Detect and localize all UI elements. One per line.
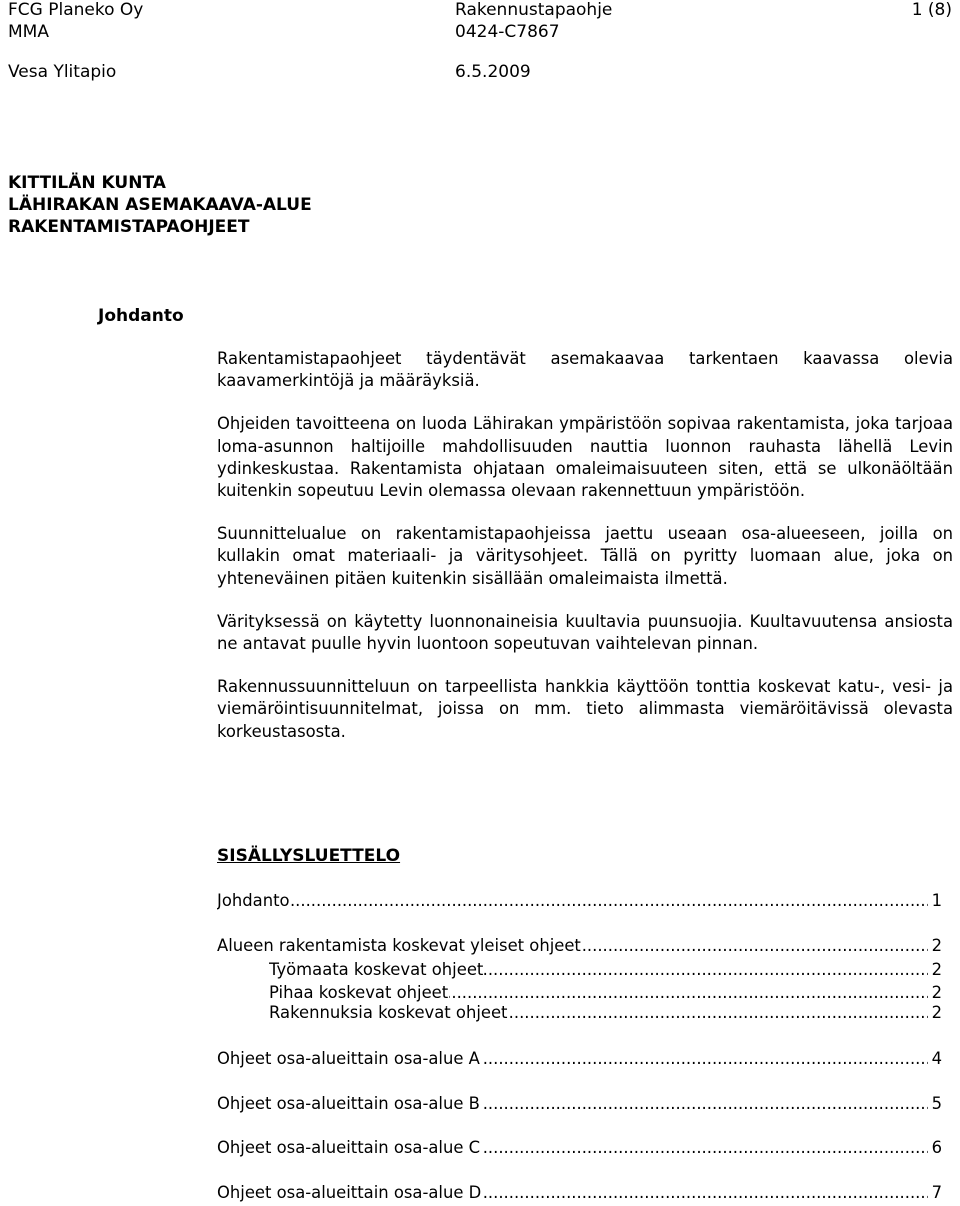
toc-title: SISÄLLYSLUETTELO [217,846,401,866]
document-title [8,172,312,238]
toc-entry-page: 2 [928,935,942,957]
title-line-1: KITTILÄN KUNTA [8,173,166,193]
toc-entry-label: Alueen rakentamista koskevat yleiset ohjeet [217,936,581,955]
toc-entry-page: 6 [928,1137,942,1159]
toc-entry-page: 2 [928,959,942,981]
toc-entry-page: 5 [928,1093,942,1115]
header-author: Vesa Ylitapio [8,62,117,82]
toc-entry-label: Ohjeet osa-alueittain osa-alue C [217,1138,481,1157]
intro-paragraph-2: Ohjeiden tavoitteena on luoda Lähirakan ympäristöön sopivaa rakentamista, joka tarjoaa loma-asunnon haltijoille mahdollisuuden nauttia luonnon rauhasta lähellä Levin ydinkeskustaa. Rakentamista ohjataan omaleimaisuuteen siten, että se ulkonäöltään kuitenkin sopeutuu Levin olemassa olevaan rakennettuun ympäristöön. [217,414,953,501]
toc-entry[interactable] [217,890,942,912]
intro-paragraph-1: Rakentamistapaohjeet täydentävät asemakaavaa tarkentaen kaavassa olevia kaavamerkintöjä ja määräyksiä. [217,349,953,391]
toc-entry[interactable] [269,1002,942,1024]
toc-entry[interactable] [217,935,942,957]
header-page-number: 1 (8) [911,0,952,20]
toc-entry-label: Ohjeet osa-alueittain osa-alue D [217,1183,482,1202]
header-company: FCG Planeko Oy [8,0,144,20]
toc-entry[interactable] [217,1137,942,1159]
toc-entry-label: Työmaata koskevat ohjeet [269,960,484,979]
intro-paragraph-3: Suunnittelualue on rakentamistapaohjeissa jaettu useaan osa-alueeseen, joilla on kullakin omat materiaali- ja väritysohjeet. Tällä on pyritty luomaan alue, joka on yhteneväinen pitäen kuitenkin sisällään omaleimaista ilmettä. [217,524,953,588]
toc-entry-page: 1 [928,890,942,912]
toc-entry-page: 7 [928,1182,942,1204]
toc-entry[interactable] [217,1093,942,1115]
toc-entry-label: Johdanto [217,891,290,910]
toc-entry-label: Pihaa koskevat ohjeet [269,983,449,1002]
title-line-2: LÄHIRAKAN ASEMAKAAVA-ALUE [8,195,312,215]
toc-entry[interactable] [269,959,942,981]
toc-entry[interactable] [217,1182,942,1204]
header-document-number: 0424-C7867 [455,22,560,42]
title-line-3: RAKENTAMISTAPAOHJEET [8,217,250,237]
header-date: 6.5.2009 [455,62,531,82]
header-department: MMA [8,22,49,42]
toc-entry-label: Ohjeet osa-alueittain osa-alue B [217,1094,480,1113]
header-document-type: Rakennustapaohje [455,0,613,20]
toc-entry-page: 4 [928,1048,942,1070]
toc-entry[interactable] [269,982,942,1004]
toc-entry-page: 2 [928,982,942,1004]
toc-entry-label: Ohjeet osa-alueittain osa-alue A [217,1049,480,1068]
toc-entry-label: Rakennuksia koskevat ohjeet [269,1003,508,1022]
intro-heading: Johdanto [98,306,184,326]
intro-body [217,348,953,764]
intro-paragraph-4: Värityksessä on käytetty luonnonaineisia kuultavia puunsuojia. Kuultavuutensa ansiosta ne antavat puulle hyvin luontoon sopeutuvan vaihtelevan pinnan. [217,611,953,654]
toc-entry[interactable] [217,1048,942,1070]
intro-paragraph-5: Rakennussuunnitteluun on tarpeellista hankkia käyttöön tonttia koskevat katu-, vesi- ja viemäröintisuunnitelmat, joissa on mm. tieto alimmasta viemäröitävissä olevasta korkeustasosta. [217,677,953,741]
toc-entry-page: 2 [928,1002,942,1024]
